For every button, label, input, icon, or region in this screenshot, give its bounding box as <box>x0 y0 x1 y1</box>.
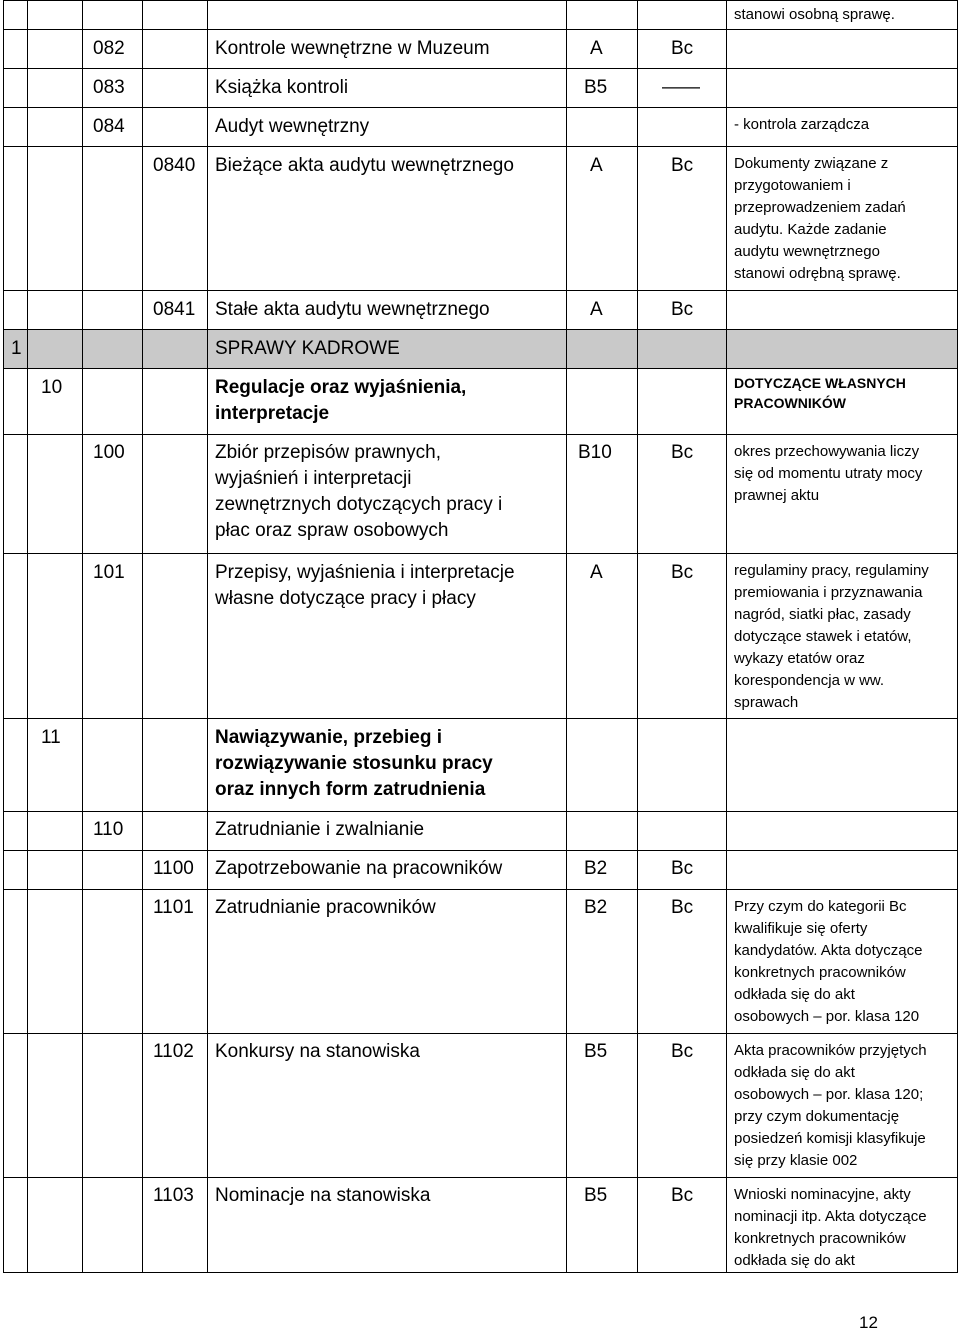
title-11: Nawiązywanie, przebieg i rozwiązywanie stosunku pracy oraz innych form zatrudnienia <box>215 727 493 800</box>
note-1103: Wnioski nominacyjne, akty nominacji itp. Akta dotyczące konkretnych pracowników odkłada się do akt <box>734 1186 927 1269</box>
code-0841: 0841 <box>153 299 196 320</box>
rule <box>3 718 958 719</box>
title-0841: Stałe akta audytu wewnętrznego <box>215 299 490 320</box>
code-1100: 1100 <box>153 858 194 879</box>
code-10: 10 <box>41 377 63 398</box>
code-100: 100 <box>93 442 125 463</box>
cat2-1100: Bc <box>671 858 694 879</box>
rule <box>566 0 567 1273</box>
rule <box>3 1033 958 1034</box>
rule <box>3 434 958 435</box>
rule <box>3 1272 958 1273</box>
cat-1100: B2 <box>584 858 608 879</box>
code-1: 1 <box>11 338 22 359</box>
rule <box>3 290 958 291</box>
cat-0840: A <box>590 155 603 176</box>
cat2-100: Bc <box>671 442 694 463</box>
code-1103: 1103 <box>153 1185 194 1206</box>
title-110: Zatrudnianie i zwalnianie <box>215 819 425 840</box>
note-1101: Przy czym do kategorii Bc kwalifikuje się oferty kandydatów. Akta dotyczące konkretnych pracowników odkłada się do akt osobowych – por. klasa 120 <box>734 898 923 1025</box>
cat2-083: —— <box>662 77 700 98</box>
page-number: 12 <box>859 1313 878 1332</box>
code-11: 11 <box>41 727 61 748</box>
rule <box>82 0 83 1273</box>
title-1102: Konkursy na stanowiska <box>215 1041 420 1062</box>
cat2-1101: Bc <box>671 897 694 918</box>
title-1103: Nominacje na stanowiska <box>215 1185 431 1206</box>
note-084: - kontrola zarządcza <box>734 116 870 133</box>
rule <box>207 0 208 1273</box>
cat-1102: B5 <box>584 1041 608 1062</box>
section-header-band <box>3 329 958 368</box>
code-0840: 0840 <box>153 155 196 176</box>
title-1: SPRAWY KADROWE <box>215 338 400 359</box>
cat-101: A <box>590 562 603 583</box>
cat2-1102: Bc <box>671 1041 694 1062</box>
code-101: 101 <box>93 562 125 583</box>
code-084: 084 <box>93 116 125 137</box>
cat2-0841: Bc <box>671 299 694 320</box>
note-100: okres przechowywania liczy się od momentu utraty mocy prawnej aktu <box>734 443 923 504</box>
rule <box>27 0 28 1273</box>
code-082: 082 <box>93 38 125 59</box>
rule <box>726 0 727 1273</box>
rule <box>3 0 4 1273</box>
cat-083: B5 <box>584 77 608 98</box>
cat-1103: B5 <box>584 1185 608 1206</box>
cat-100: B10 <box>578 442 612 463</box>
cat2-082: Bc <box>671 38 694 59</box>
note-101: regulaminy pracy, regulaminy premiowania i przyznawania nagród, siatki płac, zasady dotyczące stawek i etatów, wykazy etatów oraz korespondencja w ww. sprawach <box>734 562 929 711</box>
rule <box>3 0 958 1</box>
rule <box>3 368 958 369</box>
rule <box>3 1177 958 1178</box>
code-110: 110 <box>93 819 124 840</box>
rule <box>3 811 958 812</box>
rule <box>3 329 958 330</box>
rule <box>3 553 958 554</box>
rule <box>3 29 958 30</box>
rule <box>3 107 958 108</box>
title-083: Książka kontroli <box>215 77 349 98</box>
title-0840: Bieżące akta audytu wewnętrznego <box>215 155 514 176</box>
note-10: DOTYCZĄCE WŁASNYCH PRACOWNIKÓW <box>734 375 906 411</box>
title-100: Zbiór przepisów prawnych, wyjaśnień i interpretacji zewnętrznych dotyczących pracy i płac oraz spraw osobowych <box>215 442 503 541</box>
note-0840: Dokumenty związane z przygotowaniem i przeprowadzeniem zadań audytu. Każde zadanie audytu wewnętrznego stanowi odrębną sprawę. <box>734 155 906 282</box>
rule <box>3 68 958 69</box>
code-1101: 1101 <box>153 897 194 918</box>
code-083: 083 <box>93 77 125 98</box>
title-101: Przepisy, wyjaśnienia i interpretacje własne dotyczące pracy i płacy <box>215 562 515 609</box>
code-1102: 1102 <box>153 1041 194 1062</box>
note-1102: Akta pracowników przyjętych odkłada się do akt osobowych – por. klasa 120; przy czym dokumentację posiedzeń komisji klasyfikuje się przy klasie 002 <box>734 1042 927 1169</box>
cat2-101: Bc <box>671 562 694 583</box>
rule <box>3 889 958 890</box>
rule <box>3 146 958 147</box>
title-082: Kontrole wewnętrzne w Muzeum <box>215 38 490 59</box>
cat-0841: A <box>590 299 603 320</box>
top-note: stanowi osobną sprawę. <box>734 6 895 23</box>
title-084: Audyt wewnętrzny <box>215 116 370 137</box>
title-1100: Zapotrzebowanie na pracowników <box>215 858 503 879</box>
rule <box>957 0 958 1273</box>
title-1101: Zatrudnianie pracowników <box>215 897 436 918</box>
cat-082: A <box>590 38 603 59</box>
cat-1101: B2 <box>584 897 608 918</box>
cat2-1103: Bc <box>671 1185 694 1206</box>
title-10: Regulacje oraz wyjaśnienia, interpretacje <box>215 377 467 424</box>
cat2-0840: Bc <box>671 155 694 176</box>
rule <box>142 0 143 1273</box>
rule <box>637 0 638 1273</box>
rule <box>3 850 958 851</box>
